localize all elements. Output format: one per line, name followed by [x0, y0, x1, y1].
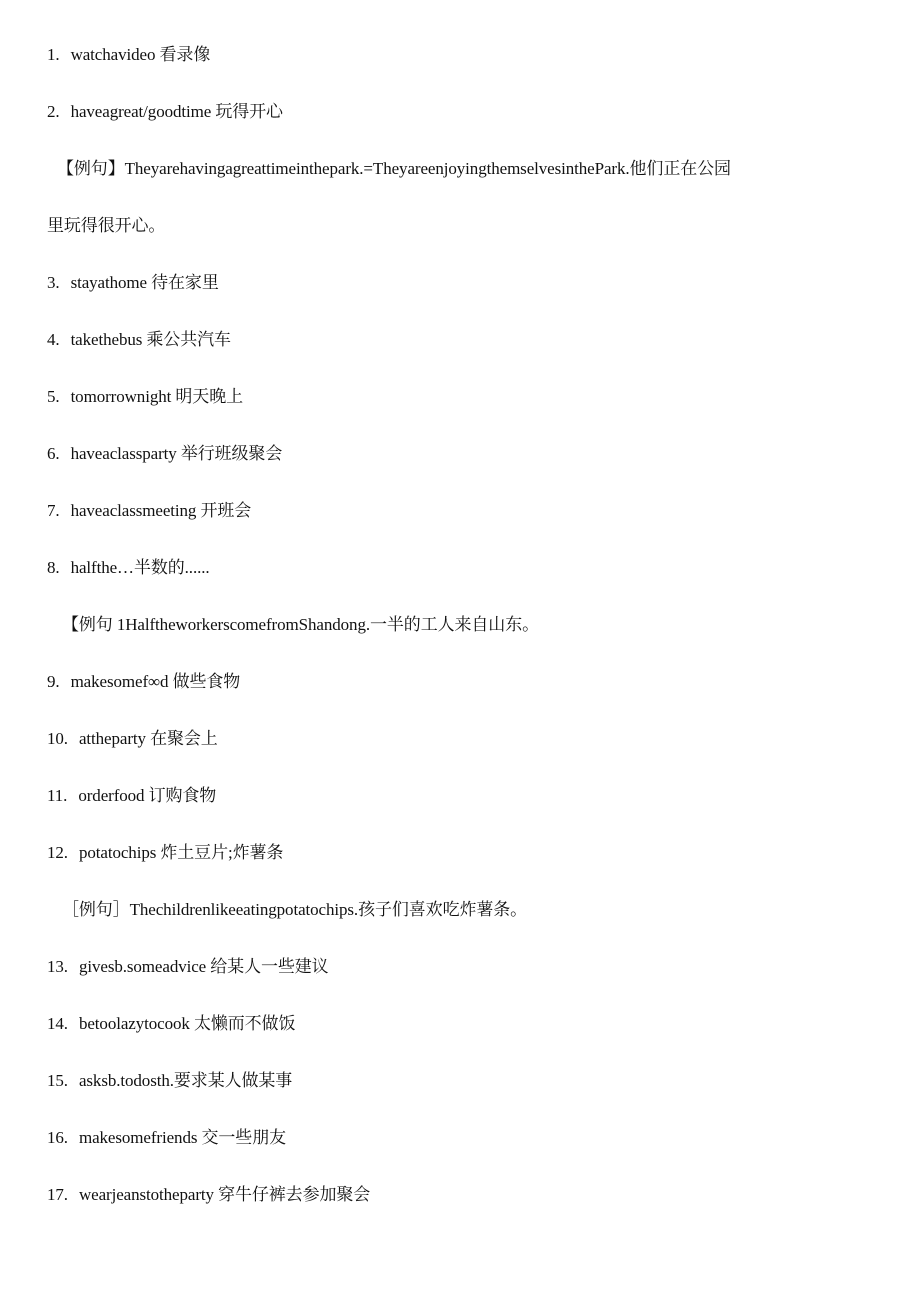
item-text: haveaclassmeeting 开班会 [70, 501, 252, 520]
list-item [47, 938, 920, 995]
list-item [47, 311, 920, 368]
item-number: 5. [47, 387, 60, 406]
item-number: 3. [47, 273, 60, 292]
item-text: takethebus 乘公共汽车 [70, 330, 231, 349]
item-number: 4. [47, 330, 60, 349]
example-text: 【例句】Theyarehavingagreattimeinthepark.=TheyareenjoyingthemselvesinthePark.他们正在公园 [57, 159, 731, 178]
list-item [47, 995, 920, 1052]
item-text: wearjeanstotheparty 穿牛仔裤去参加聚会 [78, 1185, 371, 1204]
list-item [47, 710, 920, 767]
item-number: 9. [47, 672, 60, 691]
example-text: 里玩得很开心。 [47, 216, 166, 235]
list-item [47, 368, 920, 425]
list-item [47, 482, 920, 539]
item-text: orderfood 订购食物 [78, 786, 217, 805]
item-text: givesb.someadvice 给某人一些建议 [78, 957, 329, 976]
item-number: 1. [47, 45, 60, 64]
item-number: 2. [47, 102, 60, 121]
example-sentence [47, 596, 920, 653]
list-item [47, 254, 920, 311]
list-item [47, 1109, 920, 1166]
item-number: 13. [47, 957, 68, 976]
list-item [47, 1166, 920, 1223]
item-text: tomorrownight 明天晚上 [70, 387, 244, 406]
example-sentence [47, 881, 920, 938]
item-text: betoolazytocook 太懒而不做饭 [78, 1014, 296, 1033]
item-text: potatochips 炸土豆片;炸薯条 [78, 843, 284, 862]
list-item [47, 767, 920, 824]
item-text: attheparty 在聚会上 [78, 729, 218, 748]
item-text: haveagreat/goodtime 玩得开心 [70, 102, 283, 121]
item-number: 11. [47, 786, 68, 805]
item-number: 10. [47, 729, 68, 748]
item-text: haveaclassparty 举行班级聚会 [70, 444, 283, 463]
item-number: 12. [47, 843, 68, 862]
item-text: watchavideo 看录像 [70, 45, 211, 64]
item-number: 7. [47, 501, 60, 520]
list-item [47, 653, 920, 710]
item-number: 16. [47, 1128, 68, 1147]
item-text: makesomefriends 交一些朋友 [78, 1128, 287, 1147]
list-item [47, 1052, 920, 1109]
item-number: 14. [47, 1014, 68, 1033]
list-item [47, 425, 920, 482]
item-number: 8. [47, 558, 60, 577]
item-number: 15. [47, 1071, 68, 1090]
example-text: ［例句］Thechildrenlikeeatingpotatochips.孩子们喜欢吃炸薯条。 [62, 900, 528, 919]
example-continuation [47, 197, 920, 254]
example-text: 【例句 1HalftheworkerscomefromShandong.一半的工人来自山东。 [62, 615, 539, 634]
example-sentence [47, 140, 920, 197]
item-text: stayathome 待在家里 [70, 273, 219, 292]
item-number: 17. [47, 1185, 68, 1204]
item-text: halfthe…半数的...... [70, 558, 210, 577]
item-number: 6. [47, 444, 60, 463]
list-item [47, 26, 920, 83]
list-item [47, 539, 920, 596]
list-item [47, 824, 920, 881]
item-text: asksb.todosth.要求某人做某事 [78, 1071, 293, 1090]
item-text: makesomef∞d 做些食物 [70, 672, 241, 691]
list-item [47, 83, 920, 140]
